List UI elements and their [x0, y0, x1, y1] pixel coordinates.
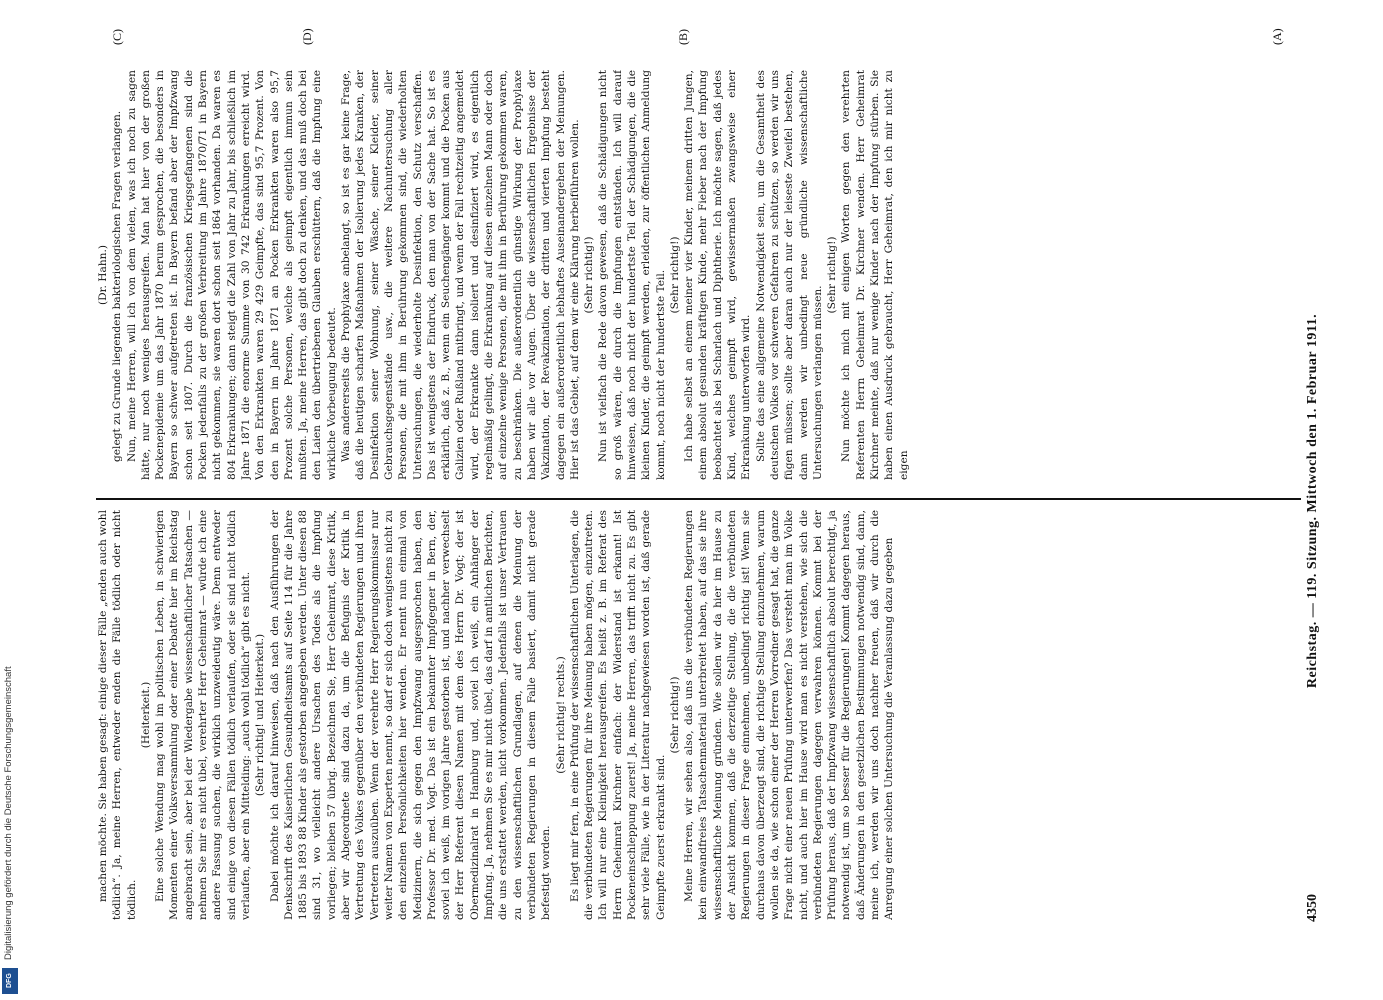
interjection: (Heiterkeit.): [139, 681, 152, 749]
margin-mark-c: (C): [110, 29, 124, 45]
margin-mark-d: (D): [300, 28, 314, 45]
margin-mark-a: (A): [1270, 28, 1284, 45]
paragraph: Was andererseits die Prophylaxe anbelangt, so ist es gar keine Frage, daß die heutigen scharfen Maßnahmen der Isolierung jedes Kranken, der Desinfektion seiner Wohnung, seiner Wäsche, seiner Kleider, seiner Gebrauchsgegenstände usw., die weitere Nachuntersuchung aller Personen, die mit ihm in Berührung gekommen sind, die wiederholten Untersuchungen, die wiederholte Desinfektion, den Schutz verschaffen. Das ist wenigstens der Eindruck, den man von der Sache hat. So ist es erklärlich, daß z. B., wenn ein Seuchengänger kommt und die Pocken aus Galizien oder Rußland mitbringt, und wenn der Fall rechtzeitig angemeldet wird, der Erkrankte dann isoliert und desinfiziert wird, es eigentlich regelmäßig gelingt, die Erkrankung auf diesen einzelnen Mann oder doch auf einzelne wenige Personen, die mit ihm in Berührung gekommen waren, zu beschränken. Die außerordentlich günstige Wirkung der Prophylaxe haben wir alle vor Augen. Über die wissenschaftlichen Ergebnisse der Vakzination, der Revakzination, der dritten und vierten Impfung besteht dagegen ein außerordentlich lebhaftes Auseinandergehen der Meinungen. Hier ist das Gebiet, auf dem wir eine Klärung herbeiführen wollen.: [340, 70, 581, 480]
paragraph: machen möchte. Sie haben gesagt: einige dieser Fälle „enden auch wohl tödlich“. Ja, meine Herren, entweder enden die Fälle tödlich oder nicht tödlich.: [97, 510, 138, 920]
paragraph: Nun ist vielfach die Rede davon gewesen, daß die Schädigungen nicht so groß wären, die durch die Impfungen entständen. Ich will darauf hinweisen, daß noch nicht der hundertste Teil der Schädigungen, die die kleinen Kinder, die geimpft werden, erleiden, zur öffentlichen Anmeldung kommt, noch nicht der hundertste Teil.: [597, 70, 667, 480]
column-divider: [96, 498, 1301, 500]
dfg-logo: DFG: [2, 968, 18, 994]
paragraph: Nun möchte ich mich mit einigen Worten gegen den verehrten Referenten Herrn Geheimrat Dr. Kirchner wenden. Herr Geheimrat Kirchner meinte, daß nur wenige Kinder nach der Impfung stürben. Sie haben einen Ausdruck gebraucht, Herr Geheimrat, den ich mir nicht zu eigen: [840, 70, 910, 480]
paragraph: Dabei möchte ich darauf hinweisen, daß nach den Ausführungen der Denkschrift des Kaiserlichen Gesundheitsamts auf Seite 114 für die Jahre 1885 bis 1893 88 Kinder als gestorben angegeben werden. Unter diesen 88 sind 31, wo vielleicht andere Ursachen des Todes als die Impfung vorliegen; bleiben 57 übrig. Bezeichnen Sie, Herr Geheimrat, diese Kritik, aber wir Abgeordnete sind dazu da, um die Befugnis der Kritik in Vertretung des Volkes gegenüber den verbündeten Regierungen und ihren Vertretern auszuüben. Wenn der verehrte Herr Regierungskommissar nur weiter Namen von Experten nennt, so darf er sich doch wenigstens nicht zu den einzelnen Persönlichkeiten hier wenden. Er nennt nun einmal von Medizinern, die sich gegen den Impfzwang ausgesprochen haben, den Professor Dr. med. Vogt. Das ist ein bekannter Impfgegner in Bern, der, soviel ich weiß, im vorigen Jahre gestorben ist, und nachher verwechselt der Herr Referent diesen Namen mit dem des Herrn Dr. Vogt; der ist Obermedizinalrat in Hamburg und, soviel ich weiß, ein Anhänger der Impfung. Ja, nehmen Sie es mir nicht übel, das darf in amtlichen Berichten, die uns erstattet werden, nicht vorkommen. Jedenfalls ist unser Vertrauen zu den wissenschaftlichen Grundlagen, auf denen die Meinung der verbündeten Regierungen in diesem Falle basiert, damit nicht gerade befestigt worden.: [268, 510, 553, 920]
interjection: (Sehr richtig!): [826, 236, 839, 314]
left-column: [96, 70, 1301, 480]
page-title: Reichstag. — 119. Sitzung. Mittwoch den 1. Februar 1911.: [1305, 313, 1320, 689]
interjection: (Sehr richtig! rechts.): [554, 656, 567, 774]
paragraph: Meine Herren, wir sehen also, daß uns die verbündeten Regierungen kein einwandfreies Tatsachenmaterial unterbreitet haben, auf das sie ihre wissenschaftliche Meinung gründen. Wie sollen wir da hier im Hause zu der Ansicht kommen, daß die derzeitige Stellung, die die verbündeten Regierungen in dieser Frage einnehmen, unbedingt richtig ist! Wenn sie durchaus davon überzeugt sind, die richtige Stellung einzunehmen, warum wollen sie da, wie schon einer der Herren Vorredner gesagt hat, die ganze Frage nicht einer neuen Prüfung unterwerfen? Das versteht man im Volke nicht, und auch hier im Hause wird man es nicht verstehen, wie sich die verbündeten Regierungen dagegen verwahren können. Kommt bei der Prüfung heraus, daß der Impfzwang wissenschaftlich absolut berechtigt, ja notwendig ist, um so besser für die Regierungen! Kommt dagegen heraus, daß Änderungen in den gesetzlichen Bestimmungen notwendig sind, dann, meine ich, werden wir uns doch nachher freuen, daß wir durch die Anregung einer solchen Untersuchung die Veranlassung dazu gegeben: [683, 510, 896, 920]
page-number: 4350: [1305, 894, 1320, 922]
interjection: (Sehr richtig!): [668, 676, 681, 754]
funding-note-text: Digitalisierung gefördert durch die Deutsche Forschungsgemeinschaft: [3, 666, 14, 960]
paragraph: Sollte das eine allgemeine Notwendigkeit sein, um die Gesamtheit des deutschen Volkes vor schweren Gefahren zu schützen, so werden wir uns fügen müssen; sollte aber daran auch nur der leiseste Zweifel bestehen, dann werden wir unbedingt neue gründliche wissenschaftliche Untersuchungen verlangen müssen.: [754, 70, 824, 480]
paragraph: Eine solche Wendung mag wohl im politischen Leben, in schwierigen Momenten einer Volksversammlung oder einer Debatte hier im Reichstag angebracht sein, aber bei der Wiedergabe wissenschaftlicher Tatsachen — nehmen Sie mir es nicht übel, verehrter Herr Geheimrat — würde ich eine andere Fassung suchen, die wirklich unzweideutig wäre. Denn entweder sind einige von diesen Fällen tödlich verlaufen, oder sie sind nicht tödlich verlaufen, aber ein Mittelding: „auch wohl tödlich“ gibt es nicht.: [154, 510, 252, 920]
paragraph: Es liegt mir fern, in eine Prüfung der wissenschaftlichen Unterlagen, die die verbündeten Regierungen für ihre Meinung haben mögen, einzutreten. Ich will nur eine Kleinigkeit herausgreifen. Es heißt z. B. im Referat des Herrn Geheimrat Kirchner einfach: der Widerstand ist erkannt! Ist Pockeneinschleppung zuerst! Ja, meine Herren, das trifft nicht zu. Es gibt sehr viele Fälle, wie in der Literatur nachgewiesen worden ist, daß gerade Geimpfte zuerst erkrankt sind.: [568, 510, 667, 920]
speaker-label: (Dr. Hahn.): [97, 245, 109, 305]
right-column: [96, 510, 1301, 920]
interjection: (Sehr richtig!): [668, 236, 681, 314]
paragraph: Nun, meine Herren, will ich von dem vielen, was ich noch zu sagen hätte, nur noch weniges herausgreifen. Man hat hier von der großen Pockenepidemie um das Jahr 1870 herum gesprochen, die besonders in Bayern so schwer aufgetreten ist. In Bayern befand aber der Impfzwang schon seit 1807. Durch die französischen Kriegsgefangenen sind die Pocken jedenfalls zu der großen Verbreitung im Jahre 1870/71 in Bayern nicht gekommen, sie waren dort schon seit 1864 vorhanden. Da waren es 804 Erkrankungen; dann steigt die Zahl von Jahr zu Jahr, bis schließlich im Jahre 1871 die enorme Summe von 30 742 Erkrankungen erreicht wird. Von den Erkrankten waren 29 429 Geimpfte, das sind 95,7 Prozent. Von den in Bayern im Jahre 1871 an Pocken Erkrankten waren also 95,7 Prozent solche Personen, welche als geimpft eigentlich immun sein mußten. Ja, meine Herren, das gibt doch zu denken, und das muß doch bei den Laien den übertriebenen Glauben erschüttern, daß die Impfung eine wirkliche Vorbeugung bedeutet.: [125, 70, 338, 480]
page-header: [1305, 80, 1327, 922]
margin-mark-b: (B): [676, 29, 690, 45]
paragraph: gelegt zu Grunde liegenden bakteriologischen Fragen verlangen.: [111, 110, 124, 462]
interjection: (Sehr richtig! und Heiterkeit.): [254, 633, 267, 797]
interjection: (Sehr richtig!): [583, 236, 596, 314]
paragraph: Ich habe selbst an einem meiner vier Kinder, meinem dritten Jungen, einem absolut gesunden kräftigen Kinde, mehr Fieber nach der Impfung beobachtet als bei Scharlach und Diphtherie. Ich möchte sagen, daß jedes Kind, welches geimpft wird, gewissermaßen zwangsweise einer Erkrankung unterworfen wird.: [683, 70, 753, 480]
funding-note: [0, 0, 20, 1000]
